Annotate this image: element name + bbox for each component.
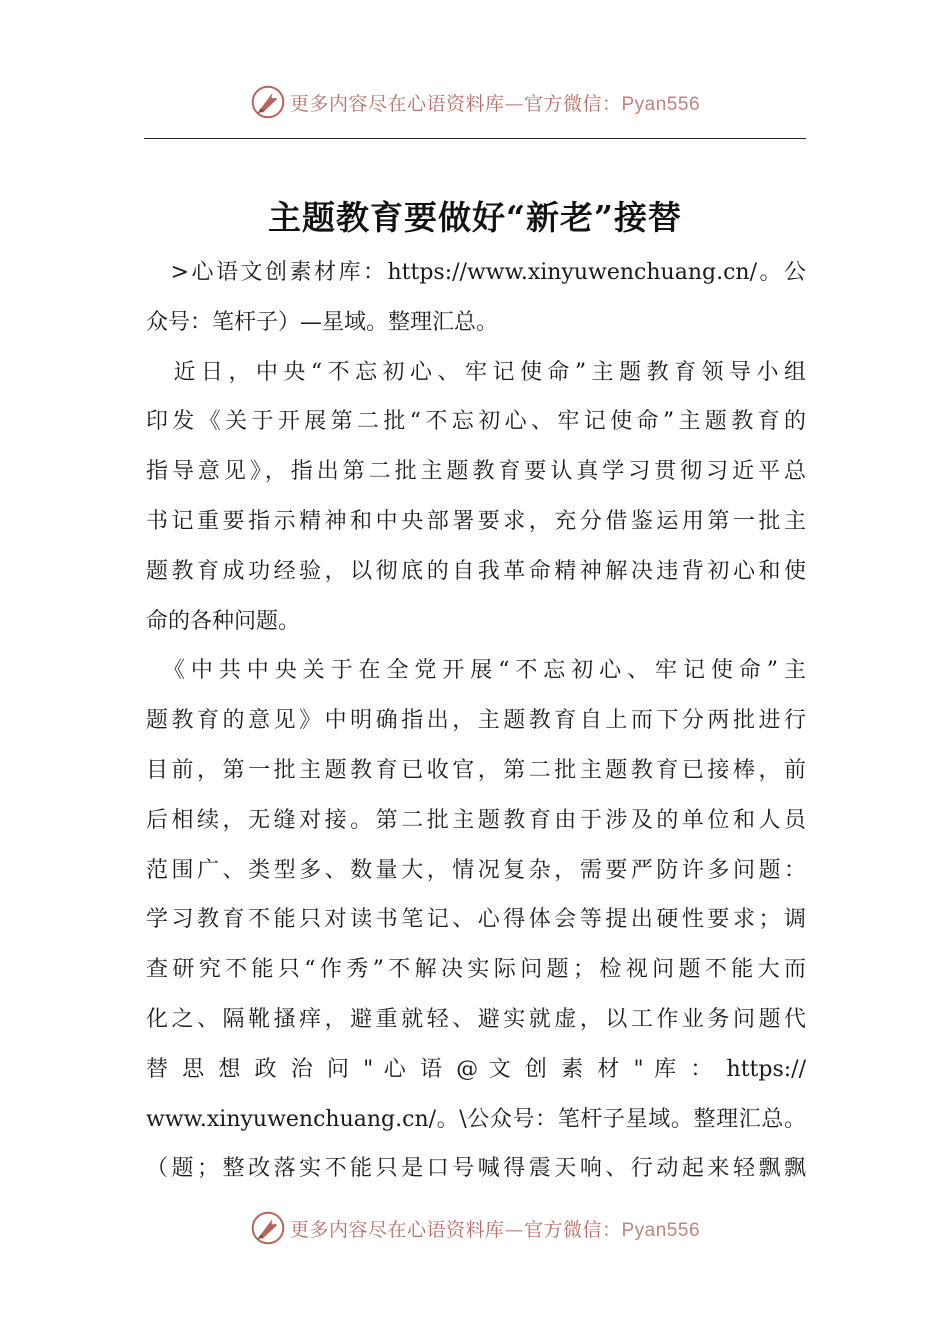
- body-line: 印发《关于开展第二批“不忘初心、牢记使命”主题教育的: [146, 409, 806, 434]
- body-line: www.xinyuwenchuang.cn/。\公众号：笔杆子星域。整理汇总。: [146, 1107, 806, 1132]
- body-line: 后相续，无缝对接。第二批主题教育由于涉及的单位和人员: [146, 808, 806, 833]
- body-line: 题教育成功经验，以彻底的自我革命精神解决违背初心和使: [146, 559, 806, 584]
- header-separator: —: [504, 92, 524, 115]
- header-divider: [144, 138, 806, 139]
- body-line: >心语文创素材库：https://www.xinyuwenchuang.cn/。公: [146, 260, 806, 285]
- footer-banner-text: [290, 1215, 700, 1242]
- footer-contact-label: 官方微信：: [523, 1218, 622, 1241]
- body-line: 《中共中央关于在全党开展“不忘初心、牢记使命”主: [146, 658, 806, 683]
- document-title: 主题教育要做好“新老”接替: [268, 198, 682, 237]
- footer-wechat-id: Pyan556: [621, 1219, 701, 1241]
- body-line: 查研究不能只“作秀”不解决实际问题；检视问题不能大而: [146, 957, 806, 982]
- footer-separator: —: [504, 1218, 524, 1241]
- header-banner-text: [290, 89, 700, 116]
- body-line: 题教育的意见》中明确指出，主题教育自上而下分两批进行: [146, 708, 806, 733]
- body-line: 命的各种问题。: [146, 609, 301, 634]
- body-line: 近日，中央“不忘初心、牢记使命”主题教育领导小组: [146, 360, 806, 385]
- body-line: 学习教育不能只对读书笔记、心得体会等提出硬性要求；调: [146, 907, 806, 932]
- header-contact-label: 官方微信：: [523, 92, 622, 115]
- body-line: （题；整改落实不能只是口号喊得震天响、行动起来轻飘飘: [146, 1156, 806, 1181]
- body-line: 范围广、类型多、数量大，情况复杂，需要严防许多问题：: [146, 858, 806, 883]
- body-line: 书记重要指示精神和中央部署要求，充分借鉴运用第一批主: [146, 509, 806, 534]
- body-line: 指导意见》，指出第二批主题教育要认真学习贯彻习近平总: [146, 459, 806, 484]
- pen-nib-logo-icon: [250, 84, 286, 120]
- body-line: 目前，第一批主题教育已收官，第二批主题教育已接棒，前: [146, 758, 806, 783]
- header-banner: [0, 82, 950, 122]
- body-line: 替 思 想 政 治 问 " 心 语 @ 文 创 素 材 " 库 ： https://: [146, 1057, 806, 1082]
- pen-nib-logo-icon: [250, 1210, 286, 1246]
- footer-banner: [0, 1208, 950, 1248]
- header-brand-text: 更多内容尽在心语资料库: [289, 92, 505, 115]
- body-line: 化之、隔靴搔痒，避重就轻、避实就虚，以工作业务问题代: [146, 1007, 806, 1032]
- header-wechat-id: Pyan556: [621, 93, 701, 115]
- footer-brand-text: 更多内容尽在心语资料库: [289, 1218, 505, 1241]
- body-line: 众号：笔杆子）—星域。整理汇总。: [146, 310, 499, 335]
